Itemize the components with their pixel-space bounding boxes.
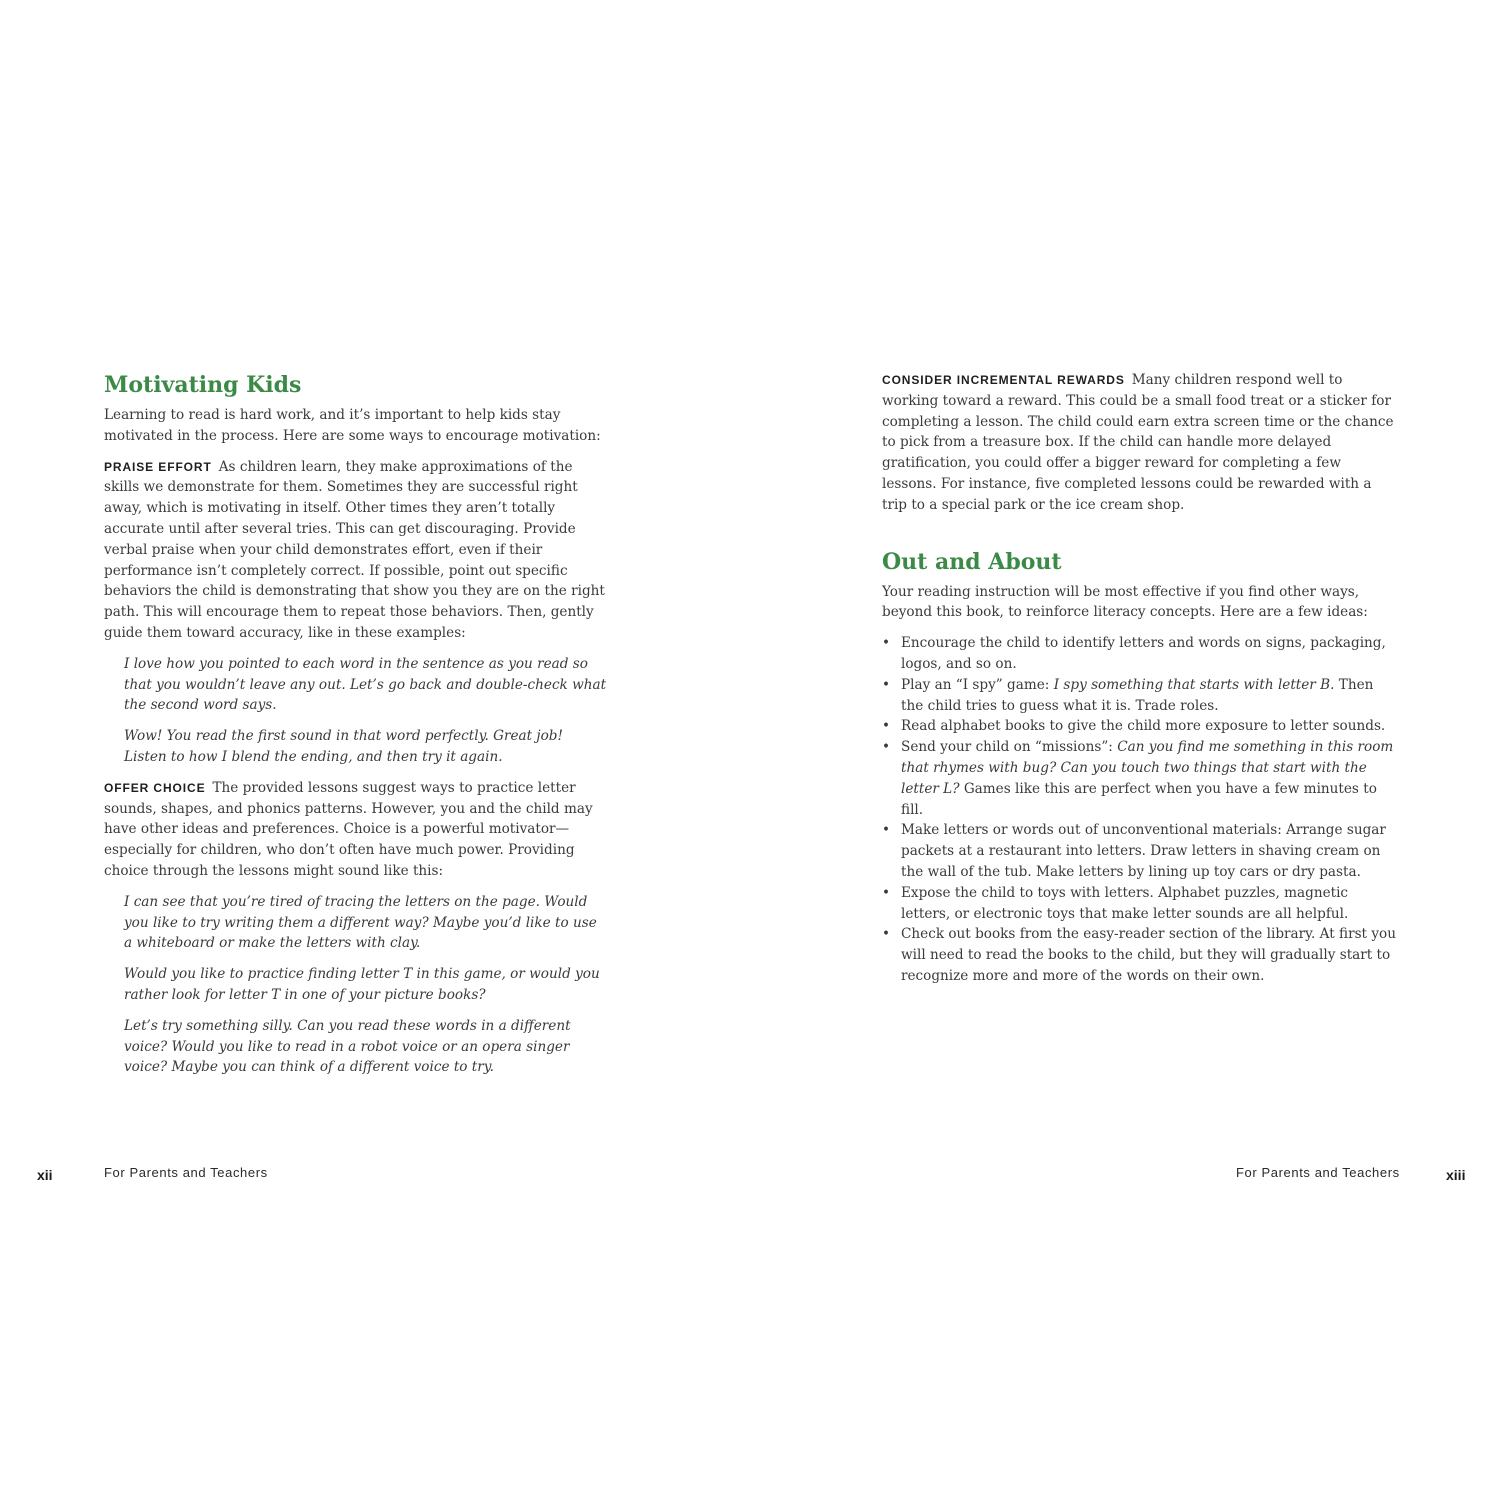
bullet-icon: • xyxy=(882,822,891,839)
list-item-text: Make letters or words out of unconventional materials: Arrange sugar packets at a restaurant into letters. Draw letters in shaving cream on the wall of the tub. Make letters by lining up toy cars or dry pasta. xyxy=(901,822,1386,880)
list-item-text: Play an “I spy” game: xyxy=(901,676,1054,693)
section-heading-out-and-about: Out and About xyxy=(882,548,1062,575)
example-quote: I can see that you’re tired of tracing the letters on the page. Would you like to try writing them a different way? Maybe you’d like to use a whiteboard or make the letters with clay. xyxy=(124,893,597,952)
run-in-heading-incremental-rewards: CONSIDER INCREMENTAL REWARDS xyxy=(882,373,1125,387)
list-item-text: Encourage the child to identify letters and words on signs, packaging, logos, and so on. xyxy=(901,635,1386,672)
list-item-example: Can you find me something in this room that rhymes with bug? Can you touch two things that start with the letter L? xyxy=(901,739,1394,797)
page-number-right: xiii xyxy=(1446,1167,1466,1183)
list-item xyxy=(882,737,1397,820)
out-and-about-intro: Your reading instruction will be most effective if you find other ways, beyond this book, to reinforce literacy concepts. Here are a few ideas: xyxy=(882,583,1368,621)
bullet-icon: • xyxy=(882,884,891,901)
running-footer-right: For Parents and Teachers xyxy=(1236,1165,1400,1180)
bullet-icon: • xyxy=(882,718,891,735)
offer-choice-paragraph xyxy=(104,778,609,882)
section-heading-motivating-kids: Motivating Kids xyxy=(104,372,302,398)
list-item-text: Read alphabet books to give the child more exposure to letter sounds. xyxy=(901,718,1386,735)
example-quote: Let’s try something silly. Can you read these words in a different voice? Would you like to read in a robot voice or an opera singer voice? Maybe you can think of a different voice to try. xyxy=(124,1017,571,1076)
right-page xyxy=(750,0,1500,1500)
bullet-icon: • xyxy=(882,926,891,943)
example-quote: Wow! You read the first sound in that word perfectly. Great job! Listen to how I blend the ending, and then try it again. xyxy=(124,728,563,765)
incremental-rewards-text: Many children respond well to working toward a reward. This could be a small food treat or a sticker for completing a lesson. The child could earn extra screen time or the chance to pick from a treasure box. If the child can handle more delayed gratification, you could offer a bigger reward for completing a few lessons. For instance, five completed lessons could be rewarded with a trip to a special park or the ice cream shop. xyxy=(882,372,1394,513)
list-item xyxy=(882,820,1397,882)
bullet-icon: • xyxy=(882,676,891,693)
offer-choice-text: The provided lessons suggest ways to practice letter sounds, shapes, and phonics patterns. However, you and the child may have other ideas and preferences. Choice is a powerful motivator—especially for children, who don’t often have much power. Providing choice through the lessons might sound like this: xyxy=(104,779,593,879)
list-item-text: Send your child on “missions”: xyxy=(901,739,1118,756)
list-item xyxy=(882,633,1397,675)
example-quote: I love how you pointed to each word in the sentence as you read so that you wouldn’t leave any out. Let’s go back and double-check what the second word says. xyxy=(124,655,607,714)
bullet-icon: • xyxy=(882,635,891,652)
left-column xyxy=(104,371,609,1088)
page-number-left: xii xyxy=(37,1167,53,1183)
list-item-text: Expose the child to toys with letters. Alphabet puzzles, magnetic letters, or electronic toys that make letter sounds are all helpful. xyxy=(901,884,1349,922)
list-item-text: Then the child tries to guess what it is. Trade roles. xyxy=(901,676,1374,714)
ideas-list xyxy=(882,633,1397,987)
list-item xyxy=(882,675,1397,717)
section-spacer xyxy=(882,526,1397,548)
running-footer-left: For Parents and Teachers xyxy=(104,1165,268,1180)
intro-paragraph: Learning to read is hard work, and it’s important to help kids stay motivated in the process. Here are some ways to encourage motivation: xyxy=(104,407,601,444)
list-item-text: Check out books from the easy-reader section of the library. At first you will need to read the books to the child, but they will gradually start to recognize more and more of the words on their own. xyxy=(901,926,1396,984)
list-item-text: Games like this are perfect when you have a few minutes to fill. xyxy=(901,780,1377,818)
list-item xyxy=(882,883,1397,925)
right-column xyxy=(882,370,1397,987)
run-in-heading-praise-effort: PRAISE EFFORT xyxy=(104,459,212,474)
list-item xyxy=(882,716,1397,737)
run-in-heading-offer-choice: OFFER CHOICE xyxy=(104,780,206,795)
praise-effort-text: As children learn, they make approximations of the skills we demonstrate for them. Sometimes they are successful right away, which is motivating in itself. Other times they aren’t totally accurate until after several tries. This can get discouraging. Provide verbal praise when your child demonstrates effort, even if their performance isn’t completely correct. If possible, point out specific behaviors the child is demonstrating that show you they are on the right path. This will encourage them to repeat those behaviors. Then, gently guide them toward accuracy, like in these examples: xyxy=(104,458,605,641)
praise-effort-paragraph xyxy=(104,457,609,644)
bullet-icon: • xyxy=(882,739,891,756)
example-quote: Would you like to practice finding letter T in this game, or would you rather look for letter T in one of your picture books? xyxy=(124,966,600,1003)
incremental-rewards-paragraph xyxy=(882,370,1397,516)
list-item xyxy=(882,924,1397,986)
list-item-example: I spy something that starts with letter B. xyxy=(1053,676,1335,693)
